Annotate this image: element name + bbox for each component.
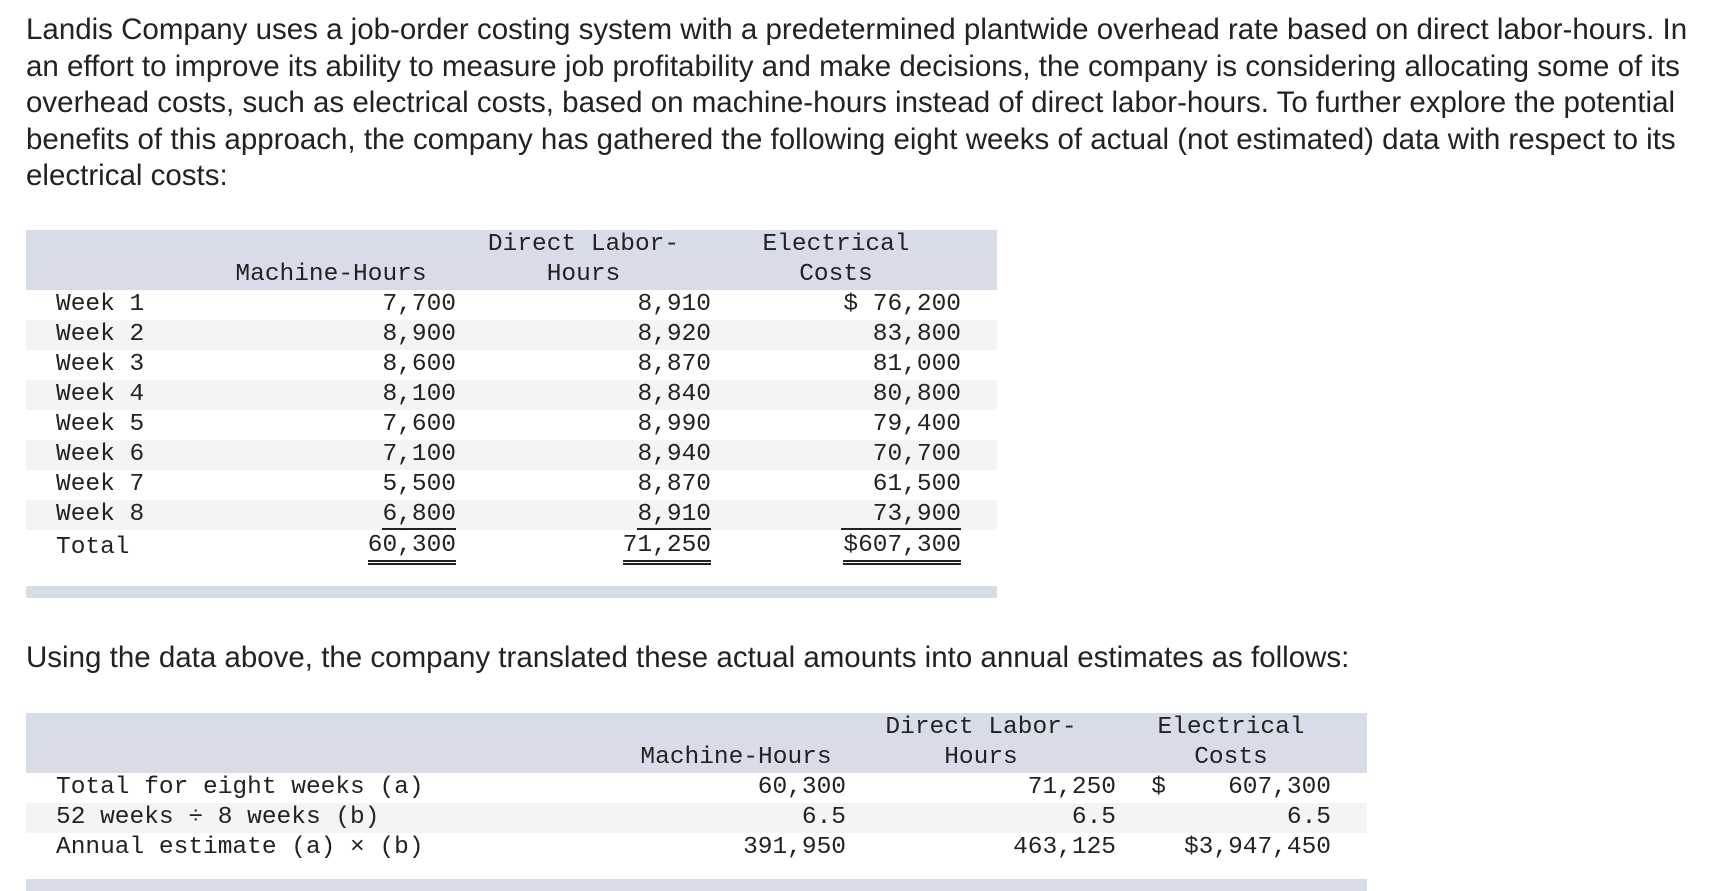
machine-cell: 60,300: [757, 774, 846, 801]
table-footer-bar: [26, 879, 1367, 891]
total-elec: $607,300: [843, 532, 961, 565]
header-row-1: [26, 713, 1367, 743]
spacer-row: [26, 863, 1367, 879]
header-row-2: [26, 260, 997, 290]
header-row-1: [26, 230, 997, 260]
elec-value: 607,300: [1228, 774, 1331, 801]
dlh-cell: 8,870: [637, 351, 711, 378]
intro-paragraph: Landis Company uses a job-order costing system with a predetermined plantwide overhead rate based on direct labor-hours. In an effort to improve its ability to measure job profitability and make decisions, the company is considering allocating some of its overhead costs, such as electrical costs, based on machine-hours instead of direct labor-hours. To further explore the potential benefits of this approach, the company has gathered the following eight weeks of actual (not estimated) data with respect to its electrical costs:: [26, 13, 1688, 192]
elec-cell: [1116, 833, 1346, 863]
row-label: 52 weeks ÷ 8 weeks (b): [56, 804, 380, 831]
estimates-paragraph: Using the data above, the company translated these actual amounts into annual estimates as follows:: [26, 641, 1350, 674]
elec-cell: [1116, 773, 1346, 803]
machine-value: 6,800: [382, 501, 456, 528]
header-dlh-2: Hours: [944, 744, 1018, 771]
row-label: Week 4: [56, 381, 145, 408]
machine-cell: 7,100: [382, 441, 456, 468]
table-row: [26, 290, 997, 320]
dlh-cell: [456, 500, 711, 530]
machine-cell: [206, 500, 456, 530]
header-elec-1: Electrical: [1157, 714, 1305, 741]
total-machine-cell: [206, 530, 456, 566]
table-row: [26, 380, 997, 410]
table-row: [26, 410, 997, 440]
total-machine: 60,300: [368, 532, 456, 565]
elec-cell: 83,800: [872, 321, 961, 348]
row-label: Week 2: [56, 321, 145, 348]
header-machine: Machine-Hours: [235, 261, 427, 288]
elec-cell: 81,000: [872, 351, 961, 378]
dlh-cell: 71,250: [1027, 774, 1116, 801]
table-row: [26, 803, 1367, 833]
row-label: Week 8: [56, 501, 145, 528]
elec-cell: 70,700: [872, 441, 961, 468]
dlh-cell: 6.5: [1071, 804, 1116, 831]
row-label: Total for eight weeks (a): [56, 774, 424, 801]
row-label: Week 5: [56, 411, 145, 438]
dlh-cell: 8,940: [637, 441, 711, 468]
machine-cell: 6.5: [801, 804, 846, 831]
table-row: [26, 500, 997, 530]
annual-estimate-table: [26, 713, 1367, 891]
elec-sign: $: [1151, 774, 1166, 801]
elec-cell: $ 76,200: [843, 291, 961, 318]
machine-cell: 8,900: [382, 321, 456, 348]
total-row: [26, 530, 997, 566]
elec-value: 6.5: [1286, 804, 1331, 831]
header-dlh-2: Hours: [546, 261, 621, 288]
dlh-cell: 8,910: [637, 291, 711, 318]
total-dlh-cell: [456, 530, 711, 566]
machine-cell: 5,500: [382, 471, 456, 498]
dlh-cell: 8,840: [637, 381, 711, 408]
machine-cell: 8,100: [382, 381, 456, 408]
total-elec-cell: [711, 530, 961, 566]
elec-cell: [1116, 803, 1346, 833]
table-row: [26, 440, 997, 470]
table-footer-bar: [26, 586, 997, 598]
table-row: [26, 320, 997, 350]
total-dlh: 71,250: [623, 532, 711, 565]
elec-value: $3,947,450: [1183, 834, 1331, 861]
machine-cell: 7,700: [382, 291, 456, 318]
header-dlh-1: Direct Labor-: [487, 231, 680, 258]
elec-cell: 80,800: [872, 381, 961, 408]
dlh-value: 8,910: [637, 501, 711, 528]
row-label: Annual estimate (a) × (b): [56, 834, 424, 861]
header-dlh-1: Direct Labor-: [885, 714, 1077, 741]
total-label: Total: [56, 534, 130, 561]
dlh-cell: 8,920: [637, 321, 711, 348]
machine-cell: 391,950: [743, 834, 846, 861]
header-machine: Machine-Hours: [640, 744, 832, 771]
header-elec-1: Electrical: [762, 231, 910, 258]
elec-value: 73,900: [841, 502, 961, 530]
header-row-2: [26, 743, 1367, 773]
elec-cell: 61,500: [872, 471, 961, 498]
elec-cell: [711, 500, 961, 530]
table-row: [26, 350, 997, 380]
row-label: Week 1: [56, 291, 145, 318]
table-row: [26, 833, 1367, 863]
machine-cell: 7,600: [382, 411, 456, 438]
row-label: Week 7: [56, 471, 145, 498]
header-elec-2: Costs: [1194, 744, 1268, 771]
spacer-row: [26, 566, 997, 586]
elec-cell: 79,400: [872, 411, 961, 438]
table-row: [26, 470, 997, 500]
row-label: Week 6: [56, 441, 145, 468]
machine-cell: 8,600: [382, 351, 456, 378]
table-row: [26, 773, 1367, 803]
dlh-cell: 463,125: [1013, 834, 1116, 861]
weekly-data-table: [26, 230, 997, 598]
header-elec-2: Costs: [799, 261, 873, 288]
dlh-cell: 8,990: [637, 411, 711, 438]
dlh-cell: 8,870: [637, 471, 711, 498]
row-label: Week 3: [56, 351, 145, 378]
